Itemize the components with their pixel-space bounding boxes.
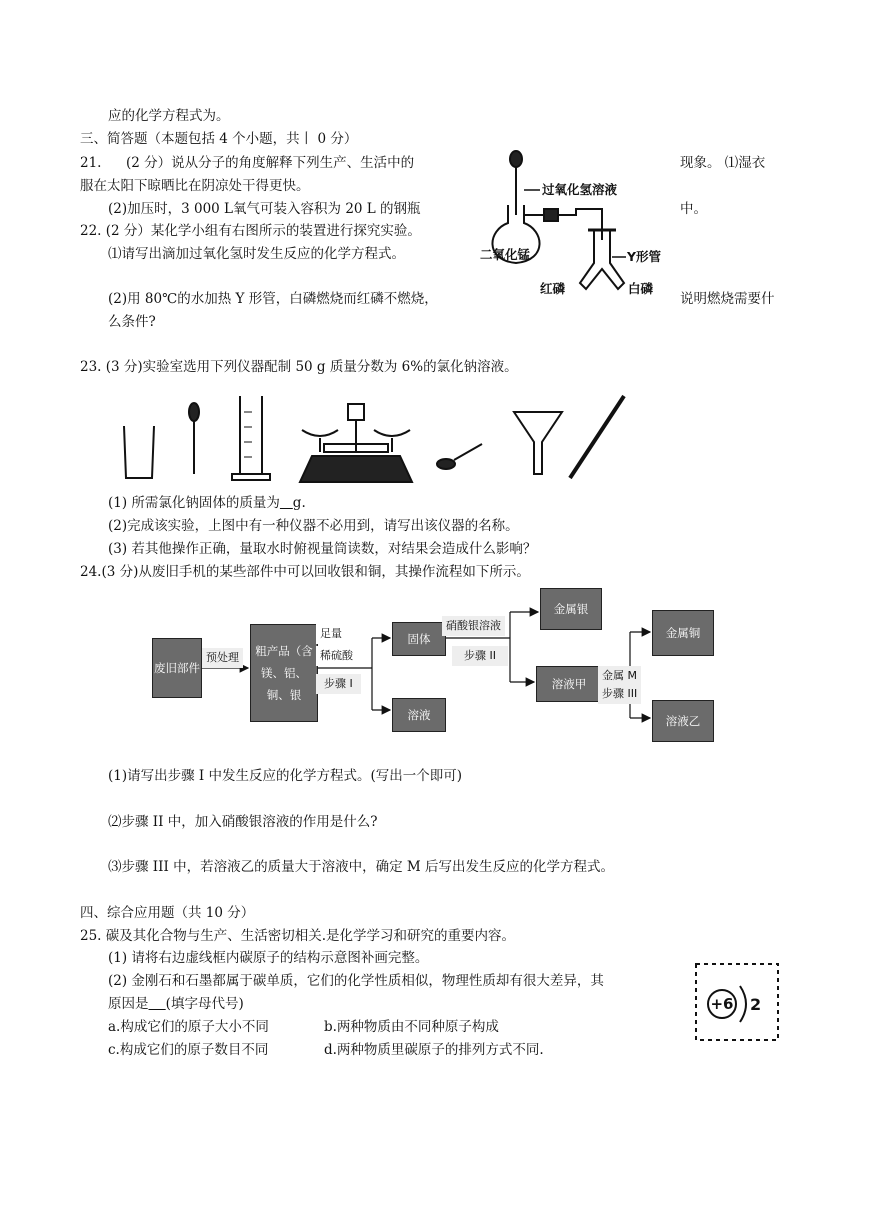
nucleus-charge: +6 xyxy=(710,995,734,1013)
question-number: 21. xyxy=(80,155,102,171)
question-text: ⑴请写出滴加过氧化氢时发生反应的化学方程式。 xyxy=(108,246,405,262)
flow-label-step3: 步骤 III xyxy=(598,684,641,704)
graduated-cylinder-icon xyxy=(240,396,262,474)
question-text: (2)加压时，3 000 L氧气可装入容积为 20 L 的钢瓶 xyxy=(108,201,421,217)
flow-solution-a: 溶液甲 xyxy=(536,666,602,702)
flow-copper: 金属铜 xyxy=(652,610,714,656)
label-h2o2: 过氧化氢溶液 xyxy=(542,182,618,197)
question-text: 中。 xyxy=(680,201,707,217)
instruments-figure xyxy=(112,382,682,490)
beaker-icon xyxy=(124,426,154,478)
question-text: (2) 金刚石和石墨都属于碳单质，它们的化学性质相似，物理性质却有很大差异，其 xyxy=(108,973,604,989)
option-b: b.两种物质由不同种原子构成 xyxy=(324,1019,499,1035)
question-text: 25. 碳及其化合物与生产、生活密切相关.是化学学习和研究的重要内容。 xyxy=(80,928,516,944)
question-text: 原因是 (填字母代号) xyxy=(108,996,244,1012)
flow-label-step1: 步骤 I xyxy=(316,674,361,694)
question-text: 么条件? xyxy=(108,314,156,330)
flow-label-acid-amount: 足量 xyxy=(316,624,346,644)
question-text: (1) 请将右边虚线框内碳原子的结构示意图补画完整。 xyxy=(108,950,429,966)
spoon-icon xyxy=(437,444,482,469)
section-heading: 四、综合应用题（共 10 分） xyxy=(80,905,255,921)
carbon-atom-diagram xyxy=(684,950,794,1058)
question-text: (3) 若其他操作正确，量取水时俯视量筒读数，对结果会造成什么影响？ xyxy=(108,541,537,557)
dropper-icon xyxy=(189,403,199,421)
flow-solution-b: 溶液乙 xyxy=(652,700,714,742)
flow-label-pretreat: 预处理 xyxy=(202,648,243,668)
question-text: 说明燃烧需要什 xyxy=(680,291,775,307)
funnel-icon xyxy=(514,412,562,474)
question-text: 服在太阳下晾晒比在阴凉处干得更快。 xyxy=(80,178,310,194)
answer-blank[interactable] xyxy=(280,495,293,511)
option-a: a.构成它们的原子大小不同 xyxy=(108,1019,269,1035)
flow-label-agno3: 硝酸银溶液 xyxy=(442,616,505,636)
text-line: 应的化学方程式为。 xyxy=(108,108,230,124)
question-text: ⑶步骤 III 中，若溶液乙的质量大于溶液中，确定 M 后写出发生反应的化学方程式。 xyxy=(108,859,614,875)
question-text: (2)用 80℃的水加热 Y 形管，白磷燃烧而红磷不燃烧， xyxy=(108,291,438,307)
section-heading: 三、简答题（本题包括 4 个小题，共丨 0 分） xyxy=(80,131,358,147)
answer-blank[interactable] xyxy=(149,996,166,1012)
flow-crude-product: 粗产品（含镁、铝、铜、银 xyxy=(250,624,318,722)
label-mno2: 二氧化锰 xyxy=(480,247,531,262)
question-text: (2)完成该实验，上图中有一种仪器不必用到，请写出该仪器的名称。 xyxy=(108,518,519,534)
apparatus-figure xyxy=(478,145,678,307)
flow-waste-parts: 废旧部件 xyxy=(152,638,202,698)
label-red-phosphorus: 红磷 xyxy=(540,281,566,296)
flow-label-step2: 步骤 II xyxy=(452,646,508,666)
option-d: d.两种物质里碳原子的排列方式不同. xyxy=(324,1042,544,1058)
glass-rod-icon xyxy=(570,396,624,478)
question-text: 22. (2 分）某化学小组有右图所示的装置进行探究实验。 xyxy=(80,223,421,239)
flow-label-acid: 稀硫酸 xyxy=(316,646,357,666)
option-c: c.构成它们的原子数目不同 xyxy=(108,1042,269,1058)
label-white-phosphorus: 白磷 xyxy=(628,281,654,296)
question-text: 现象。 ⑴湿衣 xyxy=(680,155,766,171)
balance-icon xyxy=(300,404,412,482)
flow-silver: 金属银 xyxy=(540,588,602,630)
question-text: 23. (3 分)实验室选用下列仪器配制 50 g 质量分数为 6%的氯化钠溶液。 xyxy=(80,359,518,375)
flow-label-metal-m: 金属 M xyxy=(598,666,641,686)
electron-shell-arc xyxy=(740,986,746,1022)
question-text: (1) 所需氯化钠固体的质量为 g. xyxy=(108,495,306,511)
flowchart xyxy=(140,582,740,752)
question-text: ⑵步骤 II 中，加入硝酸银溶液的作用是什么? xyxy=(108,814,378,830)
shell-electron-count: 2 xyxy=(750,995,762,1014)
question-text: (1)请写出步骤 I 中发生反应的化学方程式。(写出一个即可) xyxy=(108,768,463,784)
question-text: 24.(3 分)从废旧手机的某些部件中可以回收银和铜，其操作流程如下所示。 xyxy=(80,564,530,580)
flow-solution: 溶液 xyxy=(392,698,446,732)
label-ytube: Y形管 xyxy=(627,249,662,264)
question-text: (2 分）说从分子的角度解释下列生产、生活中的 xyxy=(126,155,415,171)
flow-solid: 固体 xyxy=(392,622,446,656)
